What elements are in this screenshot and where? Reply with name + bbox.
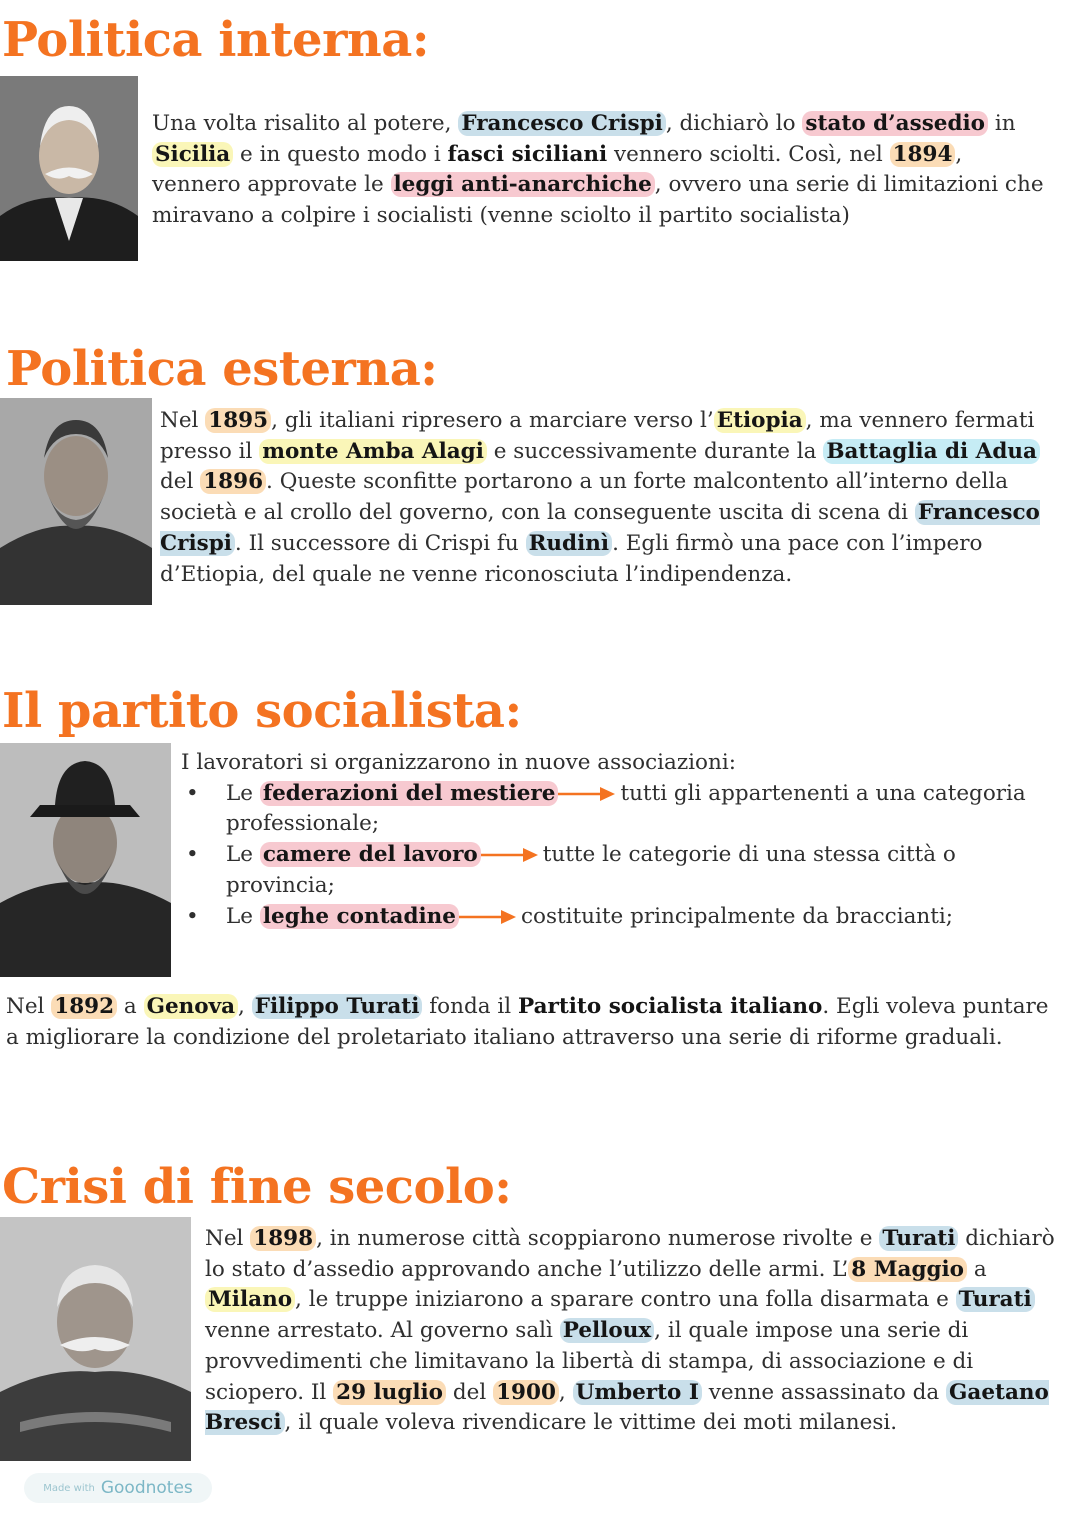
- text-run: Nel: [205, 1226, 251, 1251]
- text-run: in: [988, 111, 1016, 136]
- associazioni-list: [181, 779, 1061, 933]
- item-description: tutte le categorie di una stessa città o provincia;: [226, 842, 956, 898]
- keyword: stato d’assedio: [802, 111, 988, 136]
- keyword: Battaglia di Adua: [823, 439, 1040, 464]
- keyword: Partito socialista italiano: [517, 994, 823, 1019]
- keyword: Turati: [879, 1226, 958, 1251]
- portrait-luigi-pelloux: [0, 1217, 191, 1461]
- text-run: del: [446, 1379, 494, 1405]
- keyword: Rudinì: [526, 531, 613, 556]
- item-term: leghe contadine: [260, 904, 459, 929]
- text-run: Nel: [6, 994, 52, 1019]
- item-prefix: Le: [226, 842, 260, 868]
- keyword: 1898: [250, 1226, 316, 1251]
- text-run: , ma vennero fermati presso il: [160, 408, 1035, 464]
- text-run: . Egli voleva puntare a migliorare la condizione del proletariato italiano attraverso una serie di riforme graduali.: [6, 994, 1049, 1050]
- text-run: , le truppe iniziarono a sparare contro una folla disarmata e: [295, 1287, 956, 1313]
- made-with-goodnotes-badge: [24, 1473, 212, 1503]
- keyword: Pelloux: [560, 1318, 654, 1343]
- text-run: vennero sciolti. Così, nel: [607, 141, 890, 167]
- keyword: 1896: [200, 469, 266, 494]
- made-with-label: Made with: [43, 1482, 95, 1494]
- portrait-rudini: [0, 398, 152, 605]
- keyword: Genova: [144, 994, 238, 1019]
- keyword: Gaetano Bresci: [205, 1379, 1049, 1436]
- paragraph-crisi-fine-secolo: [205, 1224, 1063, 1439]
- item-term: camere del lavoro: [260, 842, 481, 867]
- paragraph-politica-esterna: [160, 406, 1065, 590]
- text-run: ,: [238, 994, 252, 1019]
- text-run: Nel: [160, 408, 206, 433]
- heading-partito-socialista: Il partito socialista:: [2, 683, 522, 739]
- text-run: e in questo modo i: [233, 141, 448, 167]
- keyword: 1894: [890, 142, 956, 167]
- keyword: fasci siciliani: [447, 141, 608, 167]
- text-run: , dichiarò lo: [665, 111, 803, 136]
- text-run: a: [967, 1256, 987, 1282]
- paragraph-fondazione-psi: [6, 992, 1056, 1053]
- keyword: 1892: [51, 994, 117, 1019]
- text-run: , il quale voleva rivendicare le vittime dei moti milanesi.: [284, 1410, 898, 1436]
- heading-politica-interna: Politica interna:: [2, 12, 430, 68]
- keyword: Francesco Crispi: [160, 500, 1040, 556]
- keyword: 1900: [493, 1380, 559, 1405]
- arrow-right-icon: [558, 786, 616, 802]
- arrow-right-icon: [481, 847, 539, 863]
- keyword: Francesco Crispi: [458, 111, 665, 136]
- keyword: Filippo Turati: [252, 994, 423, 1019]
- list-item: [181, 840, 1061, 901]
- text-run: . Queste sconfitte portarono a un forte malcontento all’interno della società e al crollo del governo, con la conseguente uscita di scena di: [160, 469, 1009, 526]
- bullet-icon: •: [186, 780, 199, 806]
- item-prefix: Le: [226, 903, 260, 929]
- keyword: Turati: [956, 1287, 1035, 1312]
- text-run: . Il successore di Crispi fu: [234, 530, 526, 556]
- goodnotes-logo-text: Goodnotes: [100, 1478, 193, 1498]
- text-run: del: [160, 469, 201, 495]
- text-run: , gli italiani ripresero a marciare verso l’: [271, 408, 714, 433]
- item-description: tutti gli appartenenti a una categoria professionale;: [226, 780, 1026, 837]
- keyword: 8 Maggio: [848, 1257, 967, 1282]
- associazioni-block: [181, 748, 1061, 932]
- text-run: , ovvero una serie di limitazioni che miravano a colpire i socialisti (venne sciolto il partito socialista): [152, 172, 1044, 229]
- arrow-right-icon: [459, 909, 517, 925]
- item-description: costituite principalmente da braccianti;: [520, 903, 954, 929]
- keyword: 29 luglio: [333, 1380, 446, 1405]
- keyword: leggi anti-anarchiche: [391, 172, 655, 197]
- keyword: Sicilia: [152, 142, 233, 167]
- text-run: . Egli firmò una pace con l’impero d’Etiopia, del quale ne venne riconosciuta l’indipendenza.: [160, 530, 983, 587]
- text-run: ,: [558, 1379, 573, 1405]
- associazioni-intro: I lavoratori si organizzarono in nuove associazioni:: [181, 750, 736, 775]
- bullet-icon: •: [186, 903, 199, 929]
- keyword: 1895: [205, 408, 271, 433]
- bullet-icon: •: [186, 842, 199, 868]
- text-run: e successivamente durante la: [486, 438, 824, 464]
- text-run: , in numerose città scoppiarono numerose rivolte e: [316, 1226, 880, 1251]
- text-run: dichiarò lo stato d’assedio approvando anche l’utilizzo delle armi. L’: [205, 1226, 1055, 1282]
- list-item: [181, 779, 1061, 840]
- keyword: Umberto I: [573, 1380, 702, 1405]
- keyword: monte Amba Alagi: [259, 439, 487, 464]
- heading-crisi-fine-secolo: Crisi di fine secolo:: [2, 1159, 512, 1215]
- keyword: Etiopia: [714, 408, 806, 433]
- text-run: , il quale impose una serie di provvedimenti che limitavano la libertà di stampa, di associazione e di sciopero. Il: [205, 1318, 974, 1405]
- text-run: fonda il: [422, 994, 518, 1019]
- portrait-filippo-turati: [0, 743, 171, 977]
- keyword: Milano: [205, 1287, 295, 1312]
- list-item: [181, 902, 1061, 933]
- text-run: Una volta risalito al potere,: [152, 111, 459, 136]
- text-run: , vennero approvate le: [152, 141, 963, 198]
- portrait-francesco-crispi: [0, 76, 138, 261]
- heading-politica-esterna: Politica esterna:: [6, 341, 438, 397]
- text-run: venne assassinato da: [701, 1379, 947, 1405]
- paragraph-politica-interna: [152, 109, 1057, 232]
- item-term: federazioni del mestiere: [260, 781, 559, 806]
- text-run: venne arrestato. Al governo salì: [205, 1318, 560, 1344]
- item-prefix: Le: [226, 780, 260, 806]
- text-run: a: [117, 994, 144, 1019]
